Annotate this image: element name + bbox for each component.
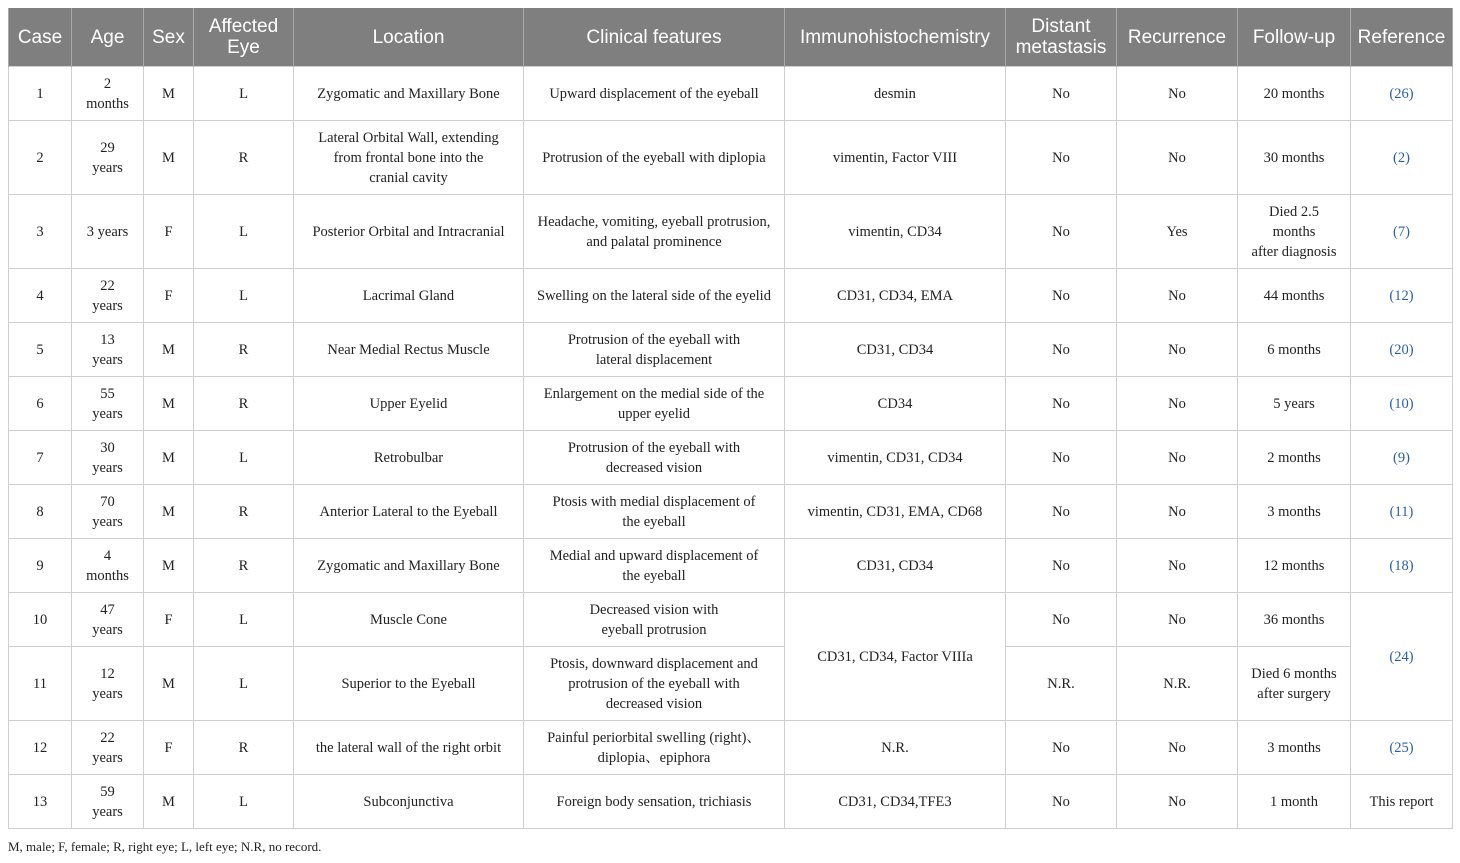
cell-recurrence: No [1117, 377, 1238, 431]
cell-distant-metastasis: No [1006, 539, 1117, 593]
header-location: Location [294, 8, 524, 67]
cell-location: Lacrimal Gland [294, 269, 524, 323]
cell-follow-up: Died 2.5 months after diagnosis [1238, 195, 1351, 269]
cell-sex: M [144, 67, 194, 121]
reference-link[interactable]: 10 [1394, 395, 1409, 412]
cell-clinical-features: Swelling on the lateral side of the eyelid [524, 269, 785, 323]
cell-recurrence: No [1117, 485, 1238, 539]
table-row [9, 195, 1453, 269]
cell-eye: R [194, 485, 294, 539]
cell-case: 3 [9, 195, 72, 269]
cell-follow-up: 12 months [1238, 539, 1351, 593]
cell-follow-up: 44 months [1238, 269, 1351, 323]
cell-distant-metastasis: No [1006, 485, 1117, 539]
cell-age: 22 years [72, 721, 144, 775]
cell-eye: L [194, 269, 294, 323]
cell-distant-metastasis: No [1006, 775, 1117, 829]
cell-age: 13 years [72, 323, 144, 377]
cell-location: Zygomatic and Maxillary Bone [294, 539, 524, 593]
cell-sex: M [144, 377, 194, 431]
cell-case: 5 [9, 323, 72, 377]
cell-age: 22 years [72, 269, 144, 323]
table-row [9, 539, 1453, 593]
cell-follow-up: 2 months [1238, 431, 1351, 485]
cell-distant-metastasis: No [1006, 593, 1117, 647]
cell-reference[interactable]: (25) [1351, 721, 1453, 775]
cell-age: 55 years [72, 377, 144, 431]
cell-clinical-features: Painful periorbital swelling (right)、 diplopia、epiphora [524, 721, 785, 775]
cell-eye: R [194, 721, 294, 775]
table-row [9, 431, 1453, 485]
table-row [9, 377, 1453, 431]
header-age: Age [72, 8, 144, 67]
cell-distant-metastasis: N.R. [1006, 647, 1117, 721]
reference-link[interactable]: 20 [1394, 341, 1409, 358]
cell-reference[interactable]: (2) [1351, 121, 1453, 195]
reference-link[interactable]: 26 [1394, 85, 1409, 102]
cell-case: 12 [9, 721, 72, 775]
cell-distant-metastasis: No [1006, 67, 1117, 121]
reference-link[interactable]: 9 [1397, 449, 1406, 466]
cell-sex: M [144, 121, 194, 195]
cell-distant-metastasis: No [1006, 721, 1117, 775]
header-follow-up: Follow-up [1238, 8, 1351, 67]
cell-distant-metastasis: No [1006, 377, 1117, 431]
cell-case: 1 [9, 67, 72, 121]
cell-clinical-features: Decreased vision with eyeball protrusion [524, 593, 785, 647]
cell-age: 12 years [72, 647, 144, 721]
cell-location: Retrobulbar [294, 431, 524, 485]
cell-eye: R [194, 323, 294, 377]
cell-case: 9 [9, 539, 72, 593]
cell-clinical-features: Protrusion of the eyeball with diplopia [524, 121, 785, 195]
header-affected-eye: Affected Eye [194, 8, 294, 67]
reference-link[interactable]: 2 [1397, 149, 1406, 166]
table-row [9, 721, 1453, 775]
cell-follow-up: Died 6 months after surgery [1238, 647, 1351, 721]
cell-case: 11 [9, 647, 72, 721]
reference-link[interactable]: 24 [1394, 648, 1409, 665]
cell-immunohistochemistry: vimentin, CD31, EMA, CD68 [785, 485, 1006, 539]
cell-clinical-features: Foreign body sensation, trichiasis [524, 775, 785, 829]
cell-immunohistochemistry: vimentin, Factor VIII [785, 121, 1006, 195]
cell-clinical-features: Enlargement on the medial side of the upper eyelid [524, 377, 785, 431]
cell-recurrence: N.R. [1117, 647, 1238, 721]
cell-age: 4 months [72, 539, 144, 593]
cell-location: Lateral Orbital Wall, extending from frontal bone into the cranial cavity [294, 121, 524, 195]
table-row [9, 647, 1453, 721]
cell-immunohistochemistry: desmin [785, 67, 1006, 121]
reference-link[interactable]: 7 [1397, 223, 1406, 240]
cell-follow-up: 20 months [1238, 67, 1351, 121]
cell-eye: L [194, 775, 294, 829]
cell-clinical-features: Protrusion of the eyeball with lateral displacement [524, 323, 785, 377]
cell-sex: M [144, 647, 194, 721]
cell-eye: L [194, 431, 294, 485]
cell-case: 10 [9, 593, 72, 647]
cell-clinical-features: Headache, vomiting, eyeball protrusion, and palatal prominence [524, 195, 785, 269]
cell-reference[interactable]: (10) [1351, 377, 1453, 431]
cell-age: 59 years [72, 775, 144, 829]
cell-sex: M [144, 485, 194, 539]
reference-link[interactable]: 18 [1394, 557, 1409, 574]
header-reference: Reference [1351, 8, 1453, 67]
cell-sex: M [144, 539, 194, 593]
cell-location: Upper Eyelid [294, 377, 524, 431]
cell-distant-metastasis: No [1006, 431, 1117, 485]
cell-case: 4 [9, 269, 72, 323]
cell-immunohistochemistry: CD31, CD34,TFE3 [785, 775, 1006, 829]
cell-location: Posterior Orbital and Intracranial [294, 195, 524, 269]
cell-age: 70 years [72, 485, 144, 539]
table-footnote: M, male; F, female; R, right eye; L, left eye; N.R, no record. [8, 839, 322, 854]
header-case: Case [9, 8, 72, 67]
cell-clinical-features: Protrusion of the eyeball with decreased vision [524, 431, 785, 485]
table-body [9, 67, 1453, 829]
reference-link[interactable]: 12 [1394, 287, 1409, 304]
header-distant-metastasis: Distant metastasis [1006, 8, 1117, 67]
cell-location: Zygomatic and Maxillary Bone [294, 67, 524, 121]
cell-location: Anterior Lateral to the Eyeball [294, 485, 524, 539]
cell-clinical-features: Upward displacement of the eyeball [524, 67, 785, 121]
cell-follow-up: 36 months [1238, 593, 1351, 647]
cell-case: 2 [9, 121, 72, 195]
cell-location: the lateral wall of the right orbit [294, 721, 524, 775]
cell-immunohistochemistry: vimentin, CD31, CD34 [785, 431, 1006, 485]
cell-distant-metastasis: No [1006, 269, 1117, 323]
cell-eye: L [194, 195, 294, 269]
table-row [9, 67, 1453, 121]
cell-recurrence: Yes [1117, 195, 1238, 269]
cell-age: 29 years [72, 121, 144, 195]
cell-age: 47 years [72, 593, 144, 647]
cell-distant-metastasis: No [1006, 323, 1117, 377]
cell-immunohistochemistry: CD31, CD34 [785, 539, 1006, 593]
cell-location: Superior to the Eyeball [294, 647, 524, 721]
cell-reference[interactable]: (11) [1351, 485, 1453, 539]
table-row [9, 593, 1453, 647]
table-row [9, 485, 1453, 539]
cell-sex: F [144, 721, 194, 775]
cell-recurrence: No [1117, 593, 1238, 647]
cell-follow-up: 30 months [1238, 121, 1351, 195]
cell-location: Near Medial Rectus Muscle [294, 323, 524, 377]
cell-recurrence: No [1117, 121, 1238, 195]
cell-recurrence: No [1117, 269, 1238, 323]
cell-sex: F [144, 195, 194, 269]
cell-age: 3 years [72, 195, 144, 269]
cell-reference[interactable]: (24) [1351, 593, 1453, 721]
cell-sex: M [144, 775, 194, 829]
table-row [9, 775, 1453, 829]
cell-case: 6 [9, 377, 72, 431]
cell-recurrence: No [1117, 721, 1238, 775]
header-recurrence: Recurrence [1117, 8, 1238, 67]
cell-reference[interactable]: (26) [1351, 67, 1453, 121]
cell-immunohistochemistry: CD31, CD34, Factor VIIIa [785, 593, 1006, 721]
cell-sex: F [144, 269, 194, 323]
cell-immunohistochemistry: vimentin, CD34 [785, 195, 1006, 269]
cell-reference: This report [1351, 775, 1453, 829]
cell-clinical-features: Medial and upward displacement of the eyeball [524, 539, 785, 593]
table-row [9, 121, 1453, 195]
reference-link[interactable]: 11 [1394, 503, 1409, 520]
cell-case: 8 [9, 485, 72, 539]
header-row [9, 8, 1453, 67]
header-clinical-features: Clinical features [524, 8, 785, 67]
cell-follow-up: 3 months [1238, 485, 1351, 539]
cell-follow-up: 5 years [1238, 377, 1351, 431]
reference-link[interactable]: 25 [1394, 739, 1409, 756]
table-row [9, 269, 1453, 323]
cell-follow-up: 3 months [1238, 721, 1351, 775]
cell-follow-up: 1 month [1238, 775, 1351, 829]
cell-location: Subconjunctiva [294, 775, 524, 829]
cell-reference[interactable]: (7) [1351, 195, 1453, 269]
cell-recurrence: No [1117, 431, 1238, 485]
cell-immunohistochemistry: N.R. [785, 721, 1006, 775]
cell-recurrence: No [1117, 539, 1238, 593]
cell-clinical-features: Ptosis, downward displacement and protrusion of the eyeball with decreased vision [524, 647, 785, 721]
cell-immunohistochemistry: CD31, CD34, EMA [785, 269, 1006, 323]
cell-distant-metastasis: No [1006, 121, 1117, 195]
cell-eye: L [194, 647, 294, 721]
cell-eye: R [194, 121, 294, 195]
cell-case: 7 [9, 431, 72, 485]
cell-follow-up: 6 months [1238, 323, 1351, 377]
cell-sex: M [144, 323, 194, 377]
table-container [8, 8, 1452, 829]
cell-eye: R [194, 539, 294, 593]
cell-location: Muscle Cone [294, 593, 524, 647]
cell-distant-metastasis: No [1006, 195, 1117, 269]
cell-recurrence: No [1117, 67, 1238, 121]
cell-reference[interactable]: (9) [1351, 431, 1453, 485]
cell-recurrence: No [1117, 775, 1238, 829]
cell-reference[interactable]: (12) [1351, 269, 1453, 323]
cell-eye: R [194, 377, 294, 431]
cell-immunohistochemistry: CD34 [785, 377, 1006, 431]
cell-recurrence: No [1117, 323, 1238, 377]
cell-sex: F [144, 593, 194, 647]
cell-eye: L [194, 67, 294, 121]
cell-case: 13 [9, 775, 72, 829]
cell-sex: M [144, 431, 194, 485]
case-table [8, 8, 1453, 829]
table-row [9, 323, 1453, 377]
header-immunohistochemistry: Immunohistochemistry [785, 8, 1006, 67]
cell-eye: L [194, 593, 294, 647]
cell-clinical-features: Ptosis with medial displacement of the eyeball [524, 485, 785, 539]
cell-age: 30 years [72, 431, 144, 485]
cell-reference[interactable]: (20) [1351, 323, 1453, 377]
header-sex: Sex [144, 8, 194, 67]
cell-immunohistochemistry: CD31, CD34 [785, 323, 1006, 377]
cell-age: 2 months [72, 67, 144, 121]
cell-reference[interactable]: (18) [1351, 539, 1453, 593]
